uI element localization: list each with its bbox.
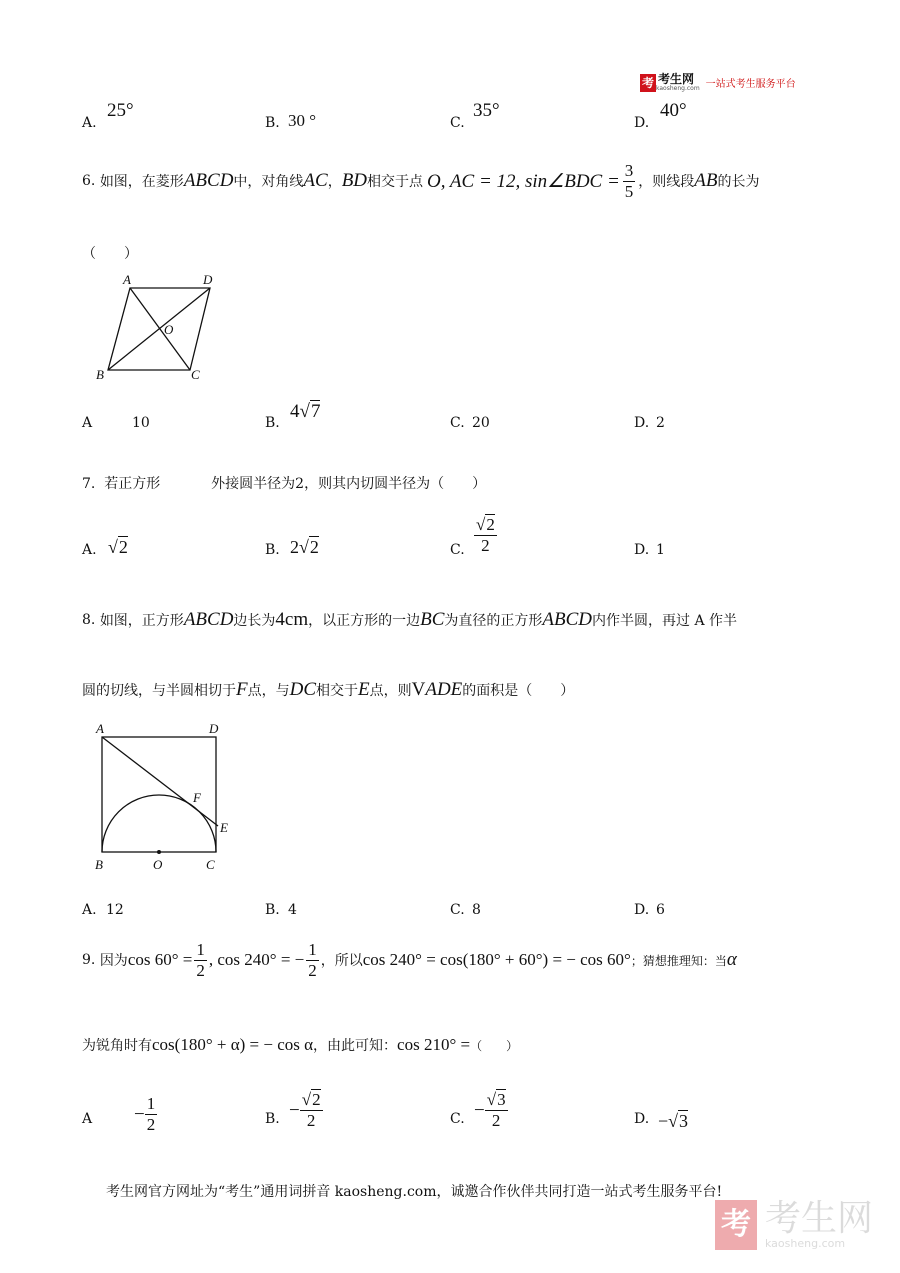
q6-condition: O, AC = 12, sin∠BDC = — [427, 170, 620, 192]
q8-text-3: ，以正方形的一边 — [308, 613, 421, 629]
q6-stem — [82, 160, 760, 201]
q9-half-2 — [306, 940, 319, 981]
q8-tangent-line — [102, 737, 218, 826]
q9-option-d-radicand: 3 — [679, 1111, 689, 1131]
q8-abcd: ABCD — [183, 609, 234, 630]
q5-option-d-label: D. — [634, 115, 650, 131]
q9-option-b-radicand: 2 — [312, 1090, 321, 1109]
q9-option-c-den: 2 — [491, 1111, 501, 1130]
q9-option-c-value[interactable]: − $\frac{√3}{2}$ — [474, 1090, 506, 1130]
q8-line2-2: 点，与 — [247, 683, 290, 699]
q7-option-c-den: 2 — [481, 536, 490, 555]
q9-option-b-sign: − — [289, 1099, 300, 1121]
q5-option-a-value[interactable]: 25° — [107, 100, 134, 121]
q6-fraction — [623, 161, 636, 202]
q9-line2-2: ，由此可知： — [313, 1038, 398, 1054]
q8-ade: ADE — [425, 679, 463, 700]
q7-option-a-radicand: 2 — [118, 537, 128, 557]
q8-stem-line1 — [82, 606, 737, 634]
q7-option-d-label: D. — [634, 542, 650, 558]
q8-option-c-value[interactable]: 8 — [472, 902, 481, 918]
q9-cos60: cos 60° = — [127, 950, 193, 969]
q9-half-1-den: 2 — [196, 960, 205, 980]
q8-square-figure — [88, 718, 248, 878]
q5-option-d-value[interactable]: 40° — [660, 100, 687, 121]
q6-text-1: 如图，在菱形 — [99, 174, 184, 190]
q7-option-b-value[interactable]: 2√2 — [290, 537, 319, 557]
q8-center-dot — [157, 850, 161, 854]
q8-option-d-label: D. — [634, 902, 650, 918]
q7-option-a-value[interactable]: √2 — [108, 537, 128, 557]
q9-option-b-value[interactable]: − $\frac{√2}{2}$ — [289, 1090, 321, 1130]
q8-line2-3: 相交于 — [316, 683, 359, 699]
q7-text-3: ，则其内切圆半径为（ ） — [304, 476, 487, 492]
q8-f: F — [236, 679, 248, 700]
q9-option-a-den: 2 — [146, 1115, 156, 1134]
header-logo — [640, 73, 796, 92]
q6-bd: BD — [341, 170, 368, 191]
q6-abcd: ABCD — [183, 170, 234, 191]
q8-label-a: A — [96, 721, 104, 736]
watermark-name: 考生网 — [765, 1197, 874, 1239]
q7-option-b-label: B. — [265, 542, 280, 558]
logo-domain: kaosheng.com — [656, 85, 700, 92]
q9-half-1 — [194, 940, 207, 981]
q6-option-a-value[interactable]: 10 — [132, 415, 150, 431]
q7-text-1: 若正方形 — [104, 476, 161, 492]
q9-cos240: , cos 240° = − — [208, 950, 305, 969]
q6-option-b-radicand: 7 — [310, 401, 321, 422]
q6-option-a-label: A — [82, 415, 93, 431]
q7-text-2: 外接圆半径为 — [211, 476, 296, 492]
q8-abcd2: ABCD — [542, 609, 593, 630]
q6-comma: ， — [327, 174, 342, 190]
q7-option-c-value[interactable]: $\frac{√2}{2}$ — [476, 515, 495, 555]
q7-number: 7. — [82, 476, 96, 492]
q8-text-2: 边长为 — [233, 613, 276, 629]
q6-label-b: B — [96, 367, 104, 382]
q8-option-a-value[interactable]: 12 — [106, 902, 124, 918]
q6-label-c: C — [191, 367, 200, 382]
q8-stem-line2 — [82, 676, 574, 704]
q8-option-d-value[interactable]: 6 — [656, 902, 665, 918]
q8-option-b-label: B. — [265, 902, 280, 918]
q9-option-c-label: C. — [450, 1111, 465, 1127]
q6-label-o: O — [164, 322, 174, 337]
q8-line2-1: 圆的切线，与半圆相切于 — [82, 683, 236, 699]
q9-option-b-den: 2 — [306, 1111, 316, 1130]
q8-dc: DC — [289, 679, 317, 700]
q5-option-c-value[interactable]: 35° — [473, 100, 500, 121]
q9-paren: （ ） — [470, 1038, 519, 1053]
q7-radius: 2 — [295, 476, 305, 492]
q9-text-2: ，所以 — [320, 953, 363, 969]
logo-name: 考生网 — [658, 72, 695, 86]
q7-option-b-radicand: 2 — [309, 537, 319, 557]
q8-option-a-label: A. — [82, 902, 97, 918]
q5-option-a-label: A. — [82, 115, 97, 131]
logo-mark-icon: 考 — [641, 75, 654, 90]
q8-label-c: C — [206, 857, 215, 872]
logo-slogan: 一站式考生服务平台 — [705, 79, 796, 90]
q6-option-b-label: B. — [265, 415, 280, 431]
q9-option-d-value[interactable]: −√3 — [658, 1111, 689, 1131]
q6-paren: （ ） — [82, 246, 138, 262]
q9-option-d-sign: − — [658, 1111, 669, 1131]
q6-label-a: A — [123, 272, 131, 287]
q6-option-d-label: D. — [634, 415, 650, 431]
q9-option-c-radicand: 3 — [497, 1090, 506, 1109]
q8-bc: BC — [420, 609, 445, 630]
watermark-mark-icon: 考 — [715, 1200, 757, 1250]
q8-label-b: B — [95, 857, 103, 872]
q9-option-c-sign: − — [474, 1099, 485, 1121]
q8-side: 4cm — [275, 609, 309, 630]
footer-text: 考生网官方网址为“考生”通用词拼音 kaosheng.com，诚邀合作伙伴共同打造一站式考生服务平台! — [106, 1184, 723, 1200]
q8-label-f: F — [193, 790, 201, 805]
q8-option-b-value[interactable]: 4 — [288, 902, 297, 918]
q6-rhombus-figure — [90, 270, 230, 385]
q7-option-c-radicand: 2 — [486, 515, 495, 534]
q6-number: 6. — [82, 173, 96, 189]
q6-option-d-value[interactable]: 2 — [656, 415, 665, 431]
q6-text-5: 的长为 — [717, 174, 760, 190]
q7-option-b-coef: 2 — [290, 537, 299, 557]
q6-frac-num: 3 — [624, 160, 634, 180]
q7-option-d-value[interactable]: 1 — [656, 542, 665, 558]
watermark-domain: kaosheng.com — [765, 1236, 846, 1250]
q9-eq: cos 240° = cos(180° + 60°) = − cos 60° — [362, 950, 631, 969]
q8-text-4: 为直径的正方形 — [444, 613, 543, 629]
q9-eq2: cos(180° + α) = − cos α — [152, 1035, 314, 1054]
q8-option-c-label: C. — [450, 902, 465, 918]
q9-option-b-label: B. — [265, 1111, 280, 1127]
q7-option-a-label: A. — [82, 542, 97, 558]
q7-stem — [82, 473, 486, 493]
q6-option-c-value[interactable]: 20 — [472, 415, 490, 431]
q7-option-c-label: C. — [450, 542, 465, 558]
q8-label-o: O — [153, 857, 163, 872]
q8-line2-4: 点，则 — [369, 683, 412, 699]
q9-half-1-num: 1 — [196, 939, 205, 959]
q9-option-a-value[interactable] — [134, 1094, 157, 1135]
q6-text-3: 相交于点 — [367, 174, 424, 190]
q5-option-b-value[interactable]: 30 ° — [288, 111, 317, 130]
q9-half-2-den: 2 — [308, 960, 317, 980]
q9-option-a-num: 1 — [146, 1094, 156, 1113]
q9-eq3: cos 210° = — [397, 1035, 471, 1054]
q6-option-c-label: C. — [450, 415, 465, 431]
q9-option-a-sign: − — [134, 1103, 145, 1125]
q9-text-3: ；猜想推理知：当 — [630, 953, 727, 968]
q8-number: 8. — [82, 612, 96, 628]
q6-option-b-value[interactable]: 4√7 — [290, 401, 321, 422]
q8-text-1: 如图，正方形 — [99, 613, 184, 629]
q9-option-a-label: A — [82, 1111, 93, 1127]
q9-text-1: 因为 — [99, 953, 128, 969]
q8-label-d: D — [209, 721, 219, 736]
q8-label-e: E — [220, 820, 228, 835]
q5-option-c-label: C. — [450, 115, 465, 131]
q8-text-5: 内作半圆，再过 A 作半 — [592, 613, 738, 629]
q6-text-4: ，则线段 — [638, 174, 695, 190]
q6-option-b-coef: 4 — [290, 401, 300, 422]
q6-label-d: D — [203, 272, 213, 287]
q5-option-b-label: B. — [265, 115, 280, 131]
q9-alpha: α — [726, 949, 737, 970]
q9-stem-line2 — [82, 1030, 518, 1060]
q8-triangle-symbol: V — [411, 679, 426, 700]
q9-line2-1: 为锐角时有 — [82, 1038, 152, 1054]
q8-e: E — [358, 679, 370, 700]
q9-stem-line1 — [82, 934, 737, 986]
q9-half-2-num: 1 — [308, 939, 317, 959]
q6-diagonal-bd — [108, 288, 210, 370]
q8-line2-5: 的面积是（ ） — [462, 683, 575, 699]
watermark-logo — [715, 1197, 874, 1250]
q6-ab: AB — [694, 170, 718, 191]
q9-option-d-label: D. — [634, 1111, 650, 1127]
q6-text-2: 中，对角线 — [233, 174, 304, 190]
q9-number: 9. — [82, 952, 96, 968]
q6-frac-den: 5 — [624, 181, 634, 201]
q6-ac: AC — [303, 170, 328, 191]
